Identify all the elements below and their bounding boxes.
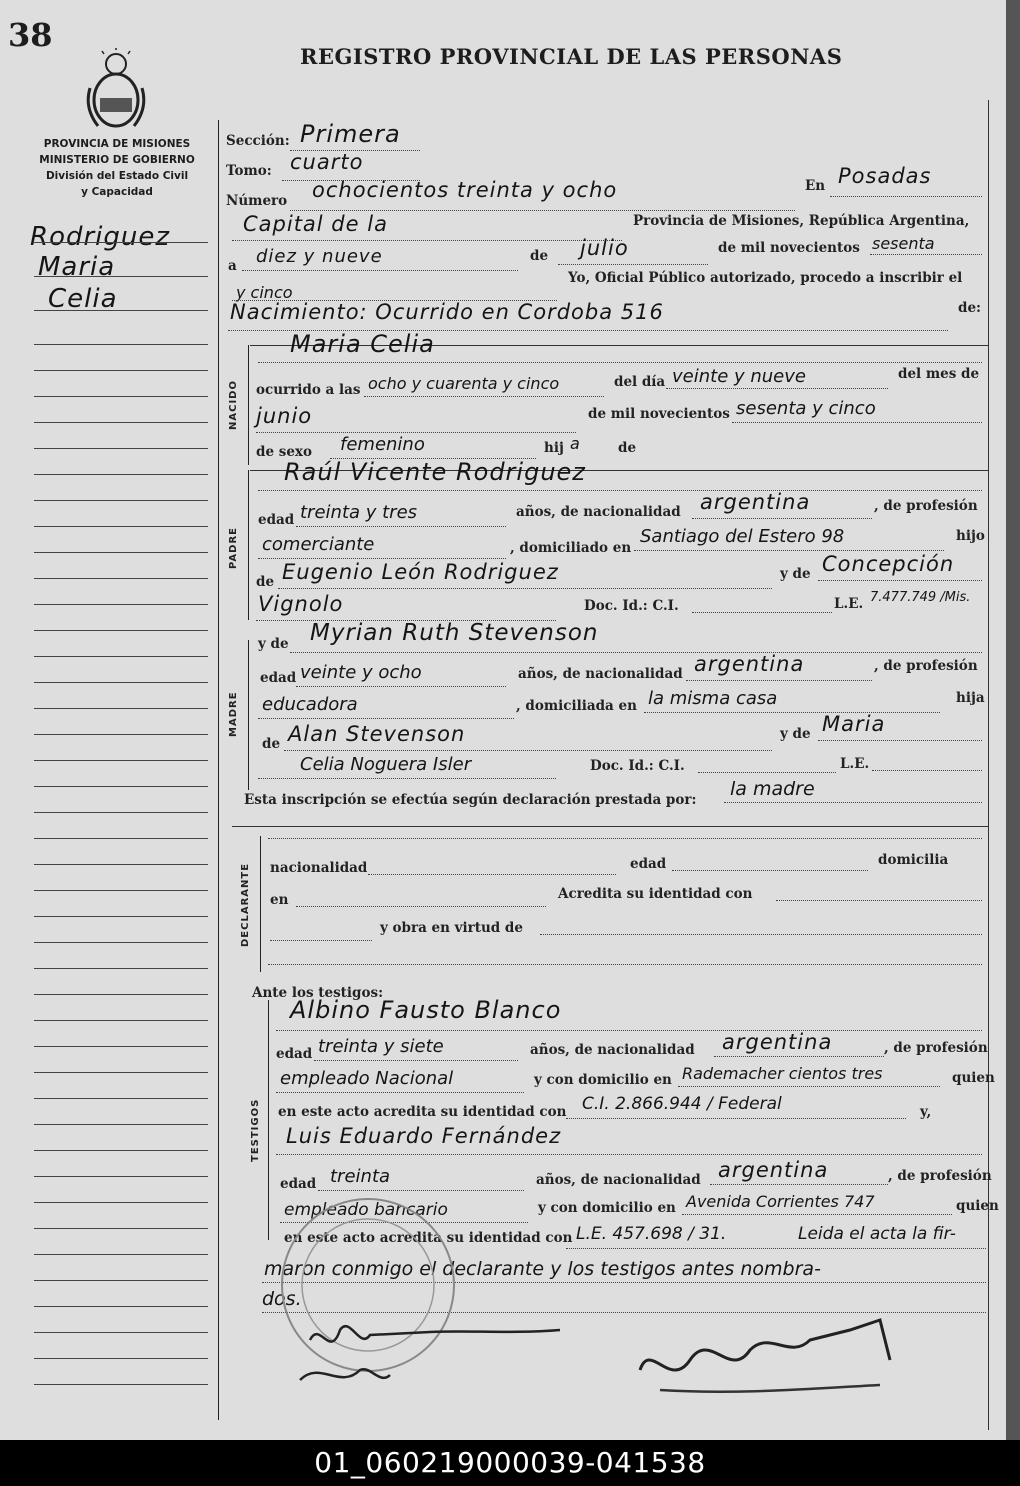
margin-first-name: Maria <box>38 252 116 282</box>
padre-y-de-value-continued: Vignolo <box>258 592 344 616</box>
dia-value: diez y nueve <box>256 246 383 267</box>
capital-value: Capital de la <box>243 212 388 236</box>
agency-line-4: y Capacidad <box>81 186 153 198</box>
madre-doc-label: Doc. Id.: C.I. <box>590 758 685 774</box>
del-dia-label: del día <box>614 374 666 390</box>
testigos-label: Ante los testigos: <box>252 985 384 1001</box>
testigo2-nombre-value: Luis Eduardo Fernández <box>286 1124 562 1148</box>
t2-dom-value: Avenida Corrientes 747 <box>686 1192 875 1211</box>
t2-nac-value: argentina <box>718 1158 829 1182</box>
t1-nac-label: años, de nacionalidad <box>530 1042 695 1058</box>
padre-section-label: PADRE <box>228 527 239 569</box>
padre-nombre-value: Raúl Vicente Rodriguez <box>284 458 586 486</box>
agency-line-1: PROVINCIA DE MISIONES <box>43 138 191 150</box>
t1-prof-value: empleado Nacional <box>280 1068 454 1089</box>
footer-id: 01_060219000039-041538 <box>0 1440 1020 1486</box>
t1-acredita-label: en este acto acredita su identidad con <box>278 1104 567 1120</box>
obra-label: y obra en virtud de <box>380 920 523 936</box>
anio-value: sesenta <box>872 234 935 253</box>
page-number: 38 <box>8 16 53 54</box>
padre-y-de-label: y de <box>780 566 811 582</box>
tomo-label: Tomo: <box>226 163 272 179</box>
padre-nac-label: años, de nacionalidad <box>516 504 681 520</box>
declarante-value: la madre <box>730 778 815 800</box>
padre-le-value: 7.477.749 /Mis. <box>870 590 971 605</box>
padre-edad-value: treinta y tres <box>300 502 418 523</box>
acto-value: Nacimiento: Ocurrido en Cordoba 516 <box>230 300 664 324</box>
padre-dom-label: , domiciliado en <box>510 540 632 556</box>
t1-dom-value: Rademacher cientos tres <box>682 1064 883 1083</box>
cierre-line-3: dos. <box>262 1288 302 1310</box>
madre-section-label: MADRE <box>228 691 239 737</box>
padre-doc-label: Doc. Id.: C.I. <box>584 598 679 614</box>
hora-value: ocho y cuarenta y cinco <box>368 374 560 393</box>
padre-edad-label: edad <box>258 512 295 528</box>
madre-y-de-value: Maria <box>822 712 886 736</box>
mil-novecientos-label: de mil novecientos <box>718 240 860 256</box>
t2-edad-value: treinta <box>330 1166 391 1187</box>
padre-de-label: de <box>256 574 275 590</box>
sexo-value: femenino <box>340 434 425 455</box>
mes-nac-value: junio <box>256 404 313 428</box>
madre-dom-value: la misma casa <box>648 688 778 709</box>
padre-y-de-value: Concepción <box>822 552 955 576</box>
madre-le-label: L.E. <box>840 756 870 772</box>
hij-label: hij <box>544 440 564 456</box>
padre-dom-value: Santiago del Estero 98 <box>640 526 845 547</box>
nombre-value: Maria Celia <box>290 330 435 358</box>
domicilia-label: domicilia <box>878 852 949 868</box>
madre-de-value: Alan Stevenson <box>288 722 466 746</box>
signature-officer-icon <box>290 1310 590 1400</box>
t1-nac-value: argentina <box>722 1030 833 1054</box>
t2-nac-label: años, de nacionalidad <box>536 1172 701 1188</box>
margin-surname: Rodriguez <box>30 222 171 252</box>
mil-novecientos-nac-label: de mil novecientos <box>588 406 730 422</box>
cierre-line-2: maron conmigo el declarante y los testigos antes nombra- <box>264 1258 821 1280</box>
de-label: de <box>530 248 549 264</box>
agency-line-2: MINISTERIO DE GOBIERNO <box>39 154 195 166</box>
padre-nac-value: argentina <box>700 490 811 514</box>
nacionalidad-label: nacionalidad <box>270 860 368 876</box>
tomo-value: cuarto <box>290 150 364 174</box>
padre-le-label: L.E. <box>834 596 864 612</box>
madre-nac-label: años, de nacionalidad <box>518 666 683 682</box>
madre-prof-label: , de profesión <box>874 658 978 674</box>
madre-edad-value: veinte y ocho <box>300 662 422 683</box>
sexo-label: de sexo <box>256 444 312 460</box>
page-title: REGISTRO PROVINCIAL DE LAS PERSONAS <box>300 44 843 69</box>
hij-value: a <box>570 434 580 453</box>
de-hij-label: de <box>618 440 637 456</box>
t2-acredita-label: en este acto acredita su identidad con <box>284 1230 573 1246</box>
madre-dom-label: , domiciliada en <box>516 698 637 714</box>
madre-y-de-value-continued: Celia Noguera Isler <box>300 754 472 775</box>
del-mes-label: del mes de <box>898 366 980 382</box>
dia-nac-value: veinte y nueve <box>672 366 806 387</box>
madre-edad-label: edad <box>260 670 297 686</box>
madre-nac-value: argentina <box>694 652 805 676</box>
t1-edad-label: edad <box>276 1046 313 1062</box>
madre-y-de-label: y de <box>258 636 289 652</box>
seccion-label: Sección: <box>226 133 290 149</box>
agency-line-3: División del Estado Civil <box>45 170 189 182</box>
t2-quien-label: quien <box>956 1198 999 1214</box>
edad2-label: edad <box>630 856 667 872</box>
seccion-value: Primera <box>300 120 401 148</box>
declarante-section-label: DECLARANTE <box>240 862 251 948</box>
mes-value: julio <box>580 236 629 260</box>
nacido-section-label: NACIDO <box>228 380 239 430</box>
ocurrido-label: ocurrido a las <box>256 382 361 398</box>
page-edge <box>1006 0 1020 1440</box>
anio-nac-value: sesenta y cinco <box>736 398 876 419</box>
numero-label: Número <box>226 193 288 209</box>
de-colon-label: de: <box>958 300 982 316</box>
madre-de-label: de <box>262 736 281 752</box>
t2-prof-value: empleado bancario <box>284 1200 448 1220</box>
a-label: a <box>228 258 237 274</box>
en2-label: en <box>270 892 289 908</box>
cierre-line-1: Leida el acta la fir- <box>798 1224 956 1244</box>
padre-hijo-label: hijo <box>956 528 985 544</box>
t1-y-label: y, <box>920 1104 932 1120</box>
t1-prof-label: , de profesión <box>884 1040 988 1056</box>
agency-block <box>14 136 220 200</box>
oficial-label: Yo, Oficial Público autorizado, procedo a inscribir el <box>568 270 963 286</box>
numero-value: ochocientos treinta y ocho <box>312 178 618 202</box>
margin-second-name: Celia <box>48 284 118 314</box>
madre-hija-label: hija <box>956 690 985 706</box>
madre-y-de2-label: y de <box>780 726 811 742</box>
padre-prof-value: comerciante <box>262 534 375 555</box>
padre-de-value: Eugenio León Rodriguez <box>282 560 559 584</box>
en-label: En <box>805 178 826 194</box>
t1-quien-label: quien <box>952 1070 995 1086</box>
t2-id-value: L.E. 457.698 / 31. <box>576 1224 727 1244</box>
anio-value-continued: y cinco <box>236 283 293 302</box>
t1-id-value: C.I. 2.866.944 / Federal <box>582 1094 782 1114</box>
testigo1-nombre-value: Albino Fausto Blanco <box>290 996 562 1024</box>
t2-prof-label: , de profesión <box>888 1168 992 1184</box>
en-value: Posadas <box>838 164 932 188</box>
t1-dom-label: y con domicilio en <box>534 1072 672 1088</box>
t2-dom-label: y con domicilio en <box>538 1200 676 1216</box>
acredita-label: Acredita su identidad con <box>558 886 753 902</box>
provincia-label: Provincia de Misiones, República Argentina, <box>633 213 970 229</box>
madre-nombre-value: Myrian Ruth Stevenson <box>310 620 599 646</box>
padre-prof-label: , de profesión <box>874 498 978 514</box>
madre-prof-value: educadora <box>262 694 358 715</box>
t1-edad-value: treinta y siete <box>318 1036 444 1057</box>
signature-declarant-icon <box>620 1300 920 1410</box>
testigos-section-label: TESTIGOS <box>250 1098 261 1162</box>
t2-edad-label: edad <box>280 1176 317 1192</box>
coat-of-arms-icon <box>80 48 152 132</box>
declaracion-label: Esta inscripción se efectúa según declaración prestada por: <box>244 792 697 808</box>
